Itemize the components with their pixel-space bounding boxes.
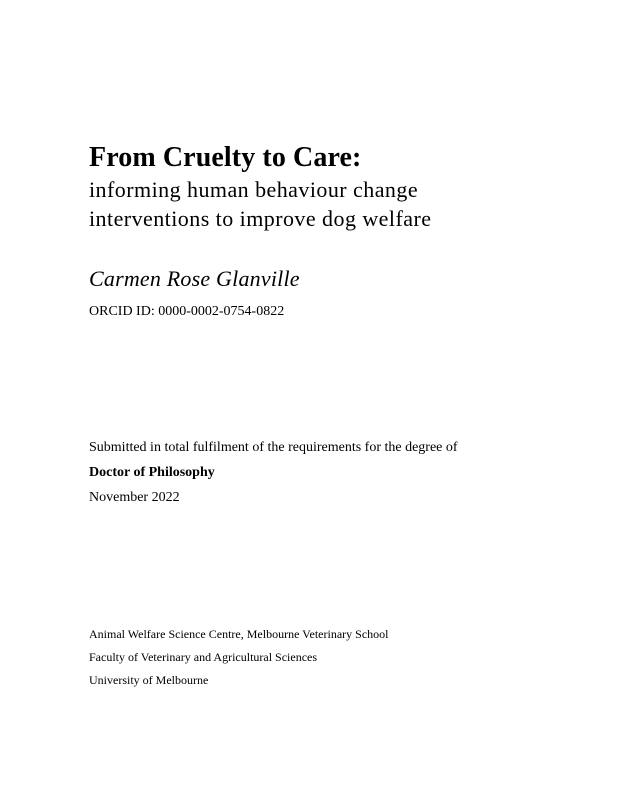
affiliation-block <box>89 626 609 695</box>
thesis-subtitle-line-2: interventions to improve dog welfare <box>89 206 432 231</box>
submission-block <box>89 439 609 506</box>
centre-name: Animal Welfare Science Centre, Melbourne Veterinary School <box>89 627 389 641</box>
thesis-subtitle-line-1: informing human behaviour change <box>89 177 419 202</box>
author-name: Carmen Rose Glanville <box>89 266 300 291</box>
title-block <box>89 141 609 233</box>
faculty-name: Faculty of Veterinary and Agricultural Sciences <box>89 650 318 664</box>
submission-date: November 2022 <box>89 490 180 505</box>
thesis-title: From Cruelty to Care: <box>89 142 362 173</box>
degree-name: Doctor of Philosophy <box>89 465 215 480</box>
university-name: University of Melbourne <box>89 673 209 687</box>
submission-statement: Submitted in total fulfilment of the requirements for the degree of <box>89 440 458 455</box>
orcid-id: ORCID ID: 0000-0002-0754-0822 <box>89 304 285 319</box>
